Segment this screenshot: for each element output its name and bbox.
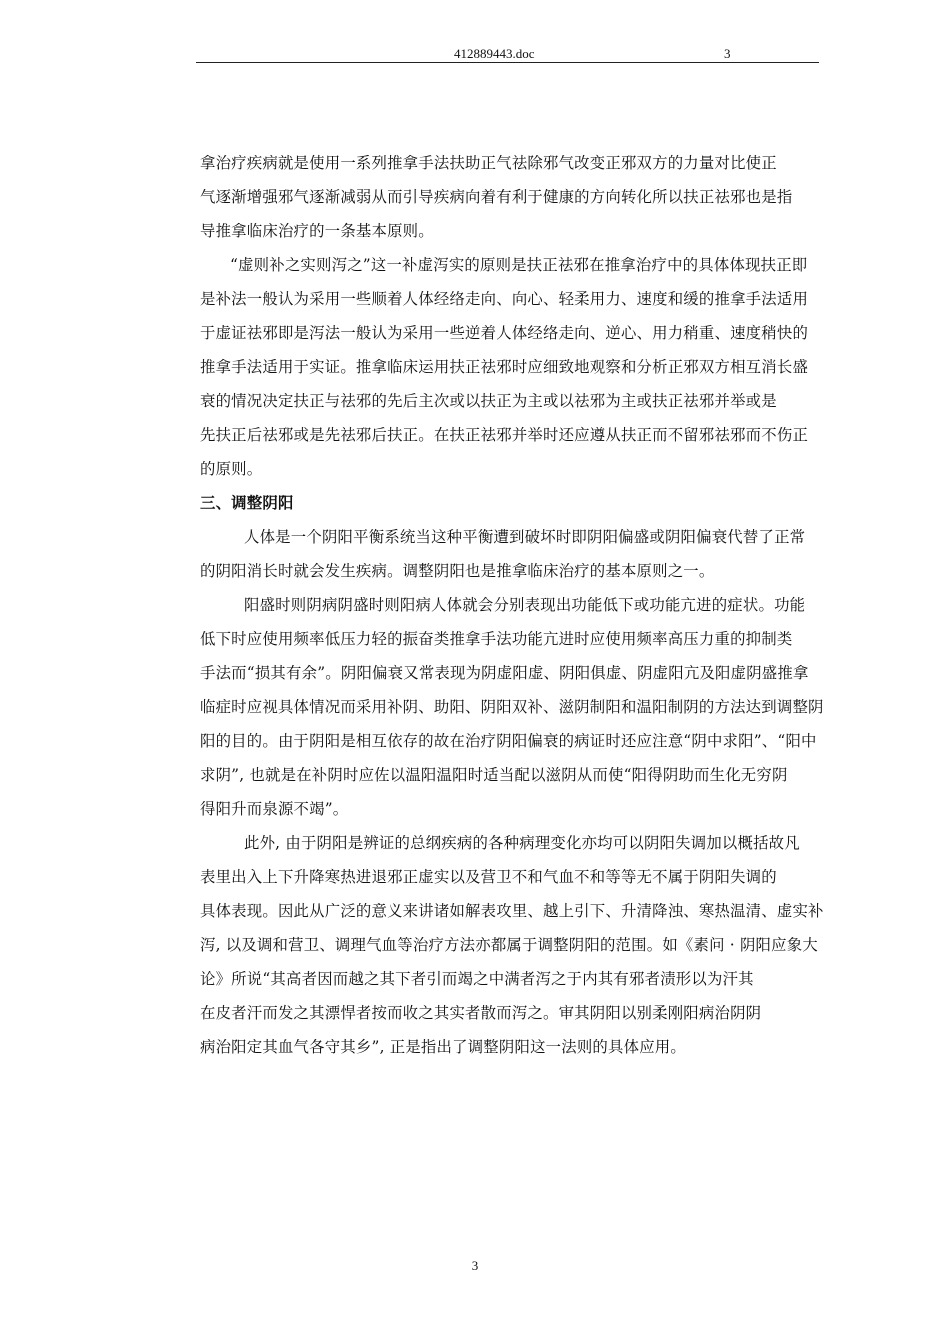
text-line: 在皮者汗而发之其漂悍者按而收之其实者散而泻之。审其阴阳以别柔刚阳病治阴阴 <box>200 1004 762 1022</box>
text-line: 表里出入上下升降寒热进退邪正虚实以及营卫不和气血不和等等无不属于阴阳失调的 <box>200 868 777 886</box>
section-heading: 三、调整阴阳 <box>200 494 294 512</box>
text-line: 病治阳定其血气各守其乡”, 正是指出了调整阴阳这一法则的具体应用。 <box>200 1038 686 1056</box>
text-line: 论》所说“其高者因而越之其下者引而竭之中满者泻之于内其有邪者渍形以为汗其 <box>200 970 754 988</box>
text-line: 气逐渐增强邪气逐渐减弱从而引导疾病向着有利于健康的方向转化所以扶正祛邪也是指 <box>200 188 793 206</box>
text-line: “虚则补之实则泻之”这一补虚泻实的原则是扶正祛邪在推拿治疗中的具体体现扶正即 <box>230 256 808 274</box>
text-line: 拿治疗疾病就是使用一系列推拿手法扶助正气祛除邪气改变正邪双方的力量对比使正 <box>200 154 777 172</box>
text-line: 低下时应使用频率低压力轻的振奋类推拿手法功能亢进时应使用频率高压力重的抑制类 <box>200 630 793 648</box>
text-line: 求阴”, 也就是在补阴时应佐以温阳温阳时适当配以滋阴从而使“阳得阴助而生化无穷阴 <box>200 766 788 784</box>
text-line: 推拿手法适用于实证。推拿临床运用扶正祛邪时应细致地观察和分析正邪双方相互消长盛 <box>200 358 809 376</box>
text-line: 泻, 以及调和营卫、调理气血等治疗方法亦都属于调整阴阳的范围。如《素问 · 阴阳应象大 <box>200 936 818 954</box>
text-line: 的阴阳消长时就会发生疾病。调整阴阳也是推拿临床治疗的基本原则之一。 <box>200 562 715 580</box>
paragraph-tonify-reduce <box>200 248 860 486</box>
text-line: 导推拿临床治疗的一条基本原则。 <box>200 222 434 240</box>
header-filename: 412889443.doc <box>454 46 535 61</box>
text-line: 人体是一个阴阳平衡系统当这种平衡遭到破坏时即阴阳偏盛或阴阳偏衰代替了正常 <box>244 528 806 546</box>
text-line: 具体表现。因此从广泛的意义来讲诸如解表攻里、越上引下、升清降浊、寒热温清、虚实补 <box>200 902 824 920</box>
paragraph-yin-yang-general <box>200 826 860 1064</box>
text-line: 是补法一般认为采用一些顺着人体经络走向、向心、轻柔用力、速度和缓的推拿手法适用 <box>200 290 809 308</box>
text-line: 的原则。 <box>200 460 263 478</box>
paragraph-yin-yang-excess <box>200 588 860 826</box>
text-line: 手法而“损其有余”。阴阳偏衰又常表现为阴虚阳虚、阴阳俱虚、阴虚阳亢及阳虚阴盛推拿 <box>200 664 809 682</box>
text-line: 先扶正后祛邪或是先祛邪后扶正。在扶正祛邪并举时还应遵从扶正而不留邪祛邪而不伤正 <box>200 426 809 444</box>
text-line: 得阳升而泉源不竭”。 <box>200 800 349 818</box>
text-line: 此外, 由于阴阳是辨证的总纲疾病的各种病理变化亦均可以阴阳失调加以概括故凡 <box>244 834 800 852</box>
text-line: 衰的情况决定扶正与祛邪的先后主次或以扶正为主或以祛邪为主或扶正祛邪并举或是 <box>200 392 777 410</box>
paragraph-yin-yang-balance <box>200 520 860 588</box>
text-line: 于虚证祛邪即是泻法一般认为采用一些逆着人体经络走向、逆心、用力稍重、速度稍快的 <box>200 324 809 342</box>
text-line: 阳的目的。由于阴阳是相互依存的故在治疗阴阳偏衰的病证时还应注意“阴中求阳”、“阳中 <box>200 732 817 750</box>
page-footer-number: 3 <box>471 1258 479 1273</box>
document-body <box>200 146 860 1064</box>
paragraph-principle-summary <box>200 146 860 248</box>
header-page-number: 3 <box>724 46 731 61</box>
text-line: 临症时应视具体情况而采用补阴、助阳、阴阳双补、滋阴制阳和温阳制阴的方法达到调整阴 <box>200 698 824 716</box>
text-line: 阳盛时则阴病阴盛时则阳病人体就会分别表现出功能低下或功能亢进的症状。功能 <box>244 596 806 614</box>
page-header <box>196 44 819 63</box>
